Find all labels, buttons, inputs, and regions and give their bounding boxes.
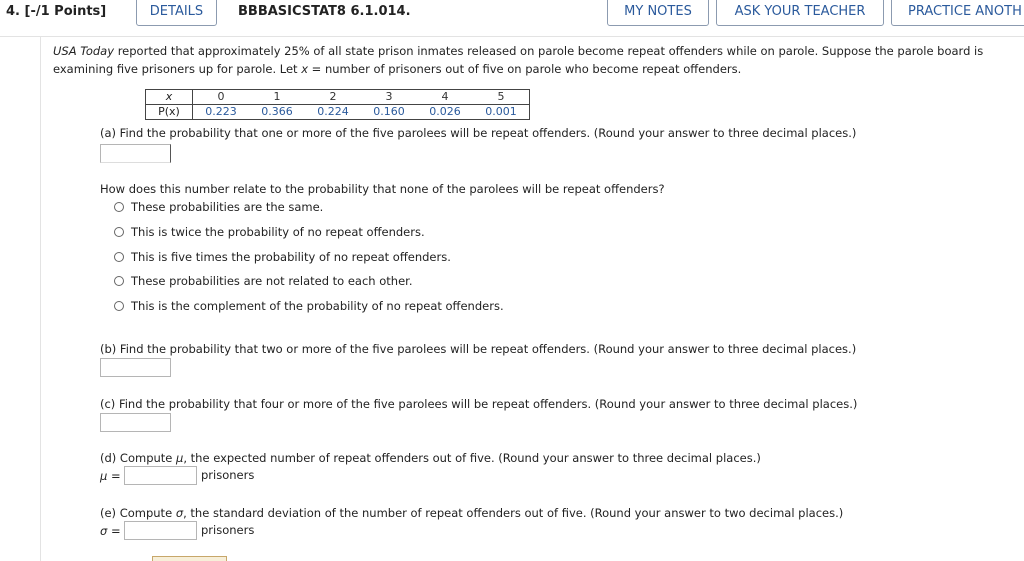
mu-unit: prisoners (201, 468, 255, 482)
table-cell: 0.366 (249, 105, 305, 120)
part-e-prompt: (e) Compute σ, the standard deviation of the number of repeat offenders out of five. (Round your answer to two decimal places.) (100, 506, 844, 520)
ask-teacher-button[interactable]: ASK YOUR TEACHER (716, 0, 884, 26)
table-row-p (146, 105, 530, 120)
table-cell: 1 (249, 90, 305, 105)
question-id: BBBASICSTAT8 6.1.014. (238, 4, 411, 19)
table-cell: 0.001 (473, 105, 530, 120)
intro-line-1: USA Today reported that approximately 25% of all state prison inmates released on parole become repeat offenders while on parole. Suppose the parole board is (53, 44, 984, 58)
radio-circle-icon[interactable] (114, 276, 124, 286)
table-cell: 4 (417, 90, 473, 105)
table-header-p: P(x) (146, 105, 193, 120)
part-c-answer-input[interactable] (100, 413, 171, 432)
radio-circle-icon[interactable] (114, 252, 124, 262)
radio-circle-icon[interactable] (114, 301, 124, 311)
left-margin-rule (40, 37, 41, 561)
question-header (0, 0, 1024, 30)
practice-another-button[interactable]: PRACTICE ANOTH (891, 0, 1024, 26)
table-cell: 5 (473, 90, 530, 105)
table-cell: 0 (193, 90, 250, 105)
table-cell: 0.026 (417, 105, 473, 120)
question-intro (53, 42, 1008, 78)
details-button[interactable]: DETAILS (136, 0, 217, 26)
part-b-answer-input[interactable] (100, 358, 171, 377)
part-a-prompt: (a) Find the probability that one or more of the five parolees will be repeat offenders. (Round your answer to three decimal places.) (100, 126, 857, 140)
intro-line-2: examining five prisoners up for parole. Let x = number of prisoners out of five on parole who become repeat offenders. (53, 62, 742, 76)
option-not-related[interactable]: These probabilities are not related to each other. (114, 274, 412, 288)
part-a-followup: How does this number relate to the probability that none of the parolees will be repeat offenders? (100, 182, 665, 196)
part-c-prompt: (c) Find the probability that four or more of the five parolees will be repeat offenders. (Round your answer to three decimal places.) (100, 397, 858, 411)
header-divider (0, 36, 1024, 37)
source-name: USA Today (53, 44, 115, 58)
table-cell: 0.160 (361, 105, 417, 120)
table-row-x (146, 90, 530, 105)
submit-button-edge[interactable] (152, 556, 227, 561)
option-complement[interactable]: This is the complement of the probability of no repeat offenders. (114, 299, 504, 313)
table-cell: 0.224 (305, 105, 361, 120)
radio-circle-icon[interactable] (114, 202, 124, 212)
mu-label: μ = (100, 469, 121, 483)
my-notes-button[interactable]: MY NOTES (607, 0, 709, 26)
option-five-times[interactable]: This is five times the probability of no repeat offenders. (114, 250, 451, 264)
sigma-answer-input[interactable] (124, 521, 197, 540)
table-cell: 2 (305, 90, 361, 105)
part-a-answer-input[interactable] (100, 144, 171, 163)
option-same[interactable]: These probabilities are the same. (114, 200, 323, 214)
table-cell: 3 (361, 90, 417, 105)
part-d-prompt: (d) Compute μ, the expected number of repeat offenders out of five. (Round your answer to three decimal places.) (100, 451, 761, 465)
sigma-label: σ = (100, 524, 121, 538)
sigma-unit: prisoners (201, 523, 255, 537)
probability-table (145, 89, 530, 120)
option-twice[interactable]: This is twice the probability of no repeat offenders. (114, 225, 425, 239)
part-b-prompt: (b) Find the probability that two or more of the five parolees will be repeat offenders. (Round your answer to three decimal places.) (100, 342, 857, 356)
table-header-x: x (146, 90, 193, 105)
mu-answer-input[interactable] (124, 466, 197, 485)
radio-circle-icon[interactable] (114, 227, 124, 237)
table-cell: 0.223 (193, 105, 250, 120)
question-number: 4. [-/1 Points] (6, 4, 107, 19)
